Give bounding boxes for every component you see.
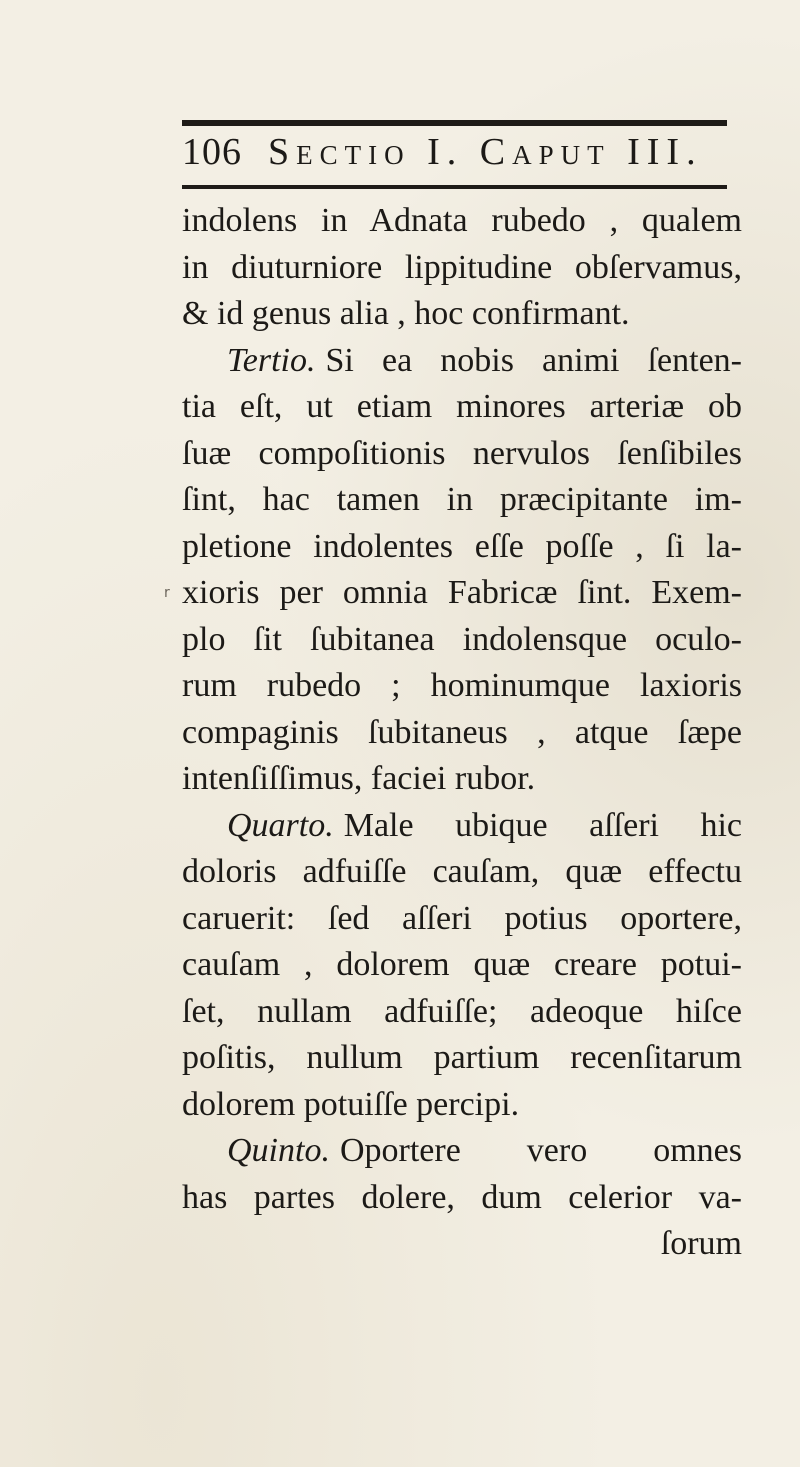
text-line [182,1128,742,1175]
running-head [182,130,742,180]
top-rule [182,120,727,126]
text-line: plo ſit ſubitanea indolensque oculo- [182,620,742,658]
text-line: pletione indolentes eſſe poſſe , ſi la- [182,527,742,565]
text-line: has partes dolere, dum celerior va- [182,1178,742,1216]
text-line: tia eſt, ut etiam minores arteriæ ob [182,388,742,425]
paragraph-label-tertio: Tertio. [227,341,316,379]
text-line-content: Si ea nobis animi ſenten- [325,341,742,379]
paragraph-label-quinto: Quinto. [227,1132,330,1169]
text-line: compaginis ſubitaneus , atque ſæpe [182,713,742,751]
text-line-content: Oportere vero omnes [339,1132,742,1169]
text-line [182,803,742,850]
text-line: & id genus alia , hoc confirmant. [182,295,630,332]
text-line: poſitis, nullum partium recenſitarum [182,1039,742,1076]
paragraph-label-quarto: Quarto. [227,806,334,844]
margin-mark: r [164,585,170,601]
text-line: dolorem potuiſſe percipi. [182,1085,520,1123]
text-line: cauſam , dolorem quæ creare potui- [182,946,742,983]
text-line: caruerit: ſed aſſeri potius oportere, [182,899,742,937]
section-title: Sectio I. Caput III. [268,131,703,173]
page-number: 106 [182,131,242,173]
catchword: ſorum [660,1225,742,1262]
text-line: rum rubedo ; hominumque laxioris [182,667,742,704]
text-line-content: Male ubique aſſeri hic [343,806,742,844]
text-line: intenſiſſimus, faciei rubor. [182,760,536,797]
text-line: doloris adfuiſſe cauſam, quæ effectu [182,853,742,890]
body-text [182,198,742,1268]
text-line: ſuæ compoſitionis nervulos ſenſibiles [182,434,742,472]
text-line [182,338,742,385]
text-line: in diuturniore lippitudine obſervamus, [182,248,742,286]
text-line: xioris per omnia Fabricæ ſint. Exem- [182,574,742,611]
header-rule [182,185,727,189]
text-line: ſint, hac tamen in præcipitante im- [182,481,742,518]
text-line: ſet, nullam adfuiſſe; adeoque hiſce [182,992,742,1030]
text-line: indolens in Adnata rubedo , qualem [182,202,742,239]
